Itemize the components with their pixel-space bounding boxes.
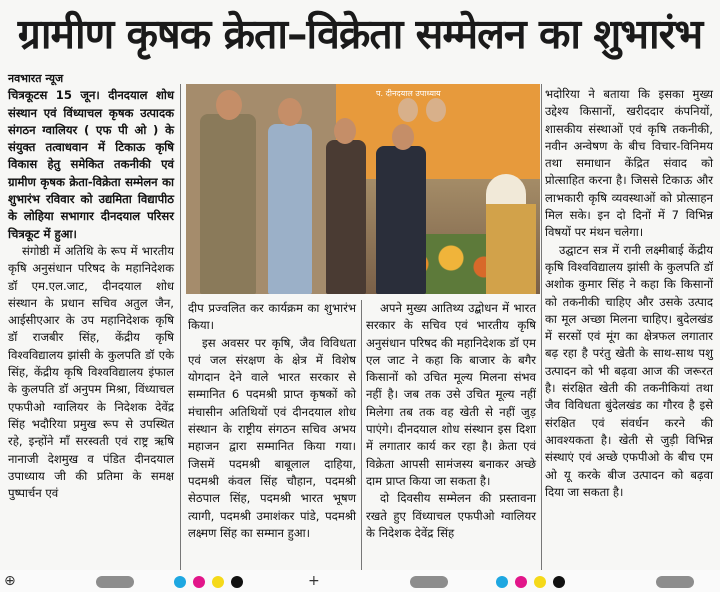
- registration-mark-icon: ⊕: [4, 573, 16, 589]
- portrait-icon: [426, 98, 446, 122]
- column-2-para-2: इस अवसर पर कृषि, जैव विविधता एवं जल संरक्षण के क्षेत्र में विशेष योगदान देने वाले भारत सरकार से सम्मानित 6 पदमश्री प्राप्त कृषकों को मंचासीन अतिथियों एवं दीनदयाल शोध संस्थान के राष्ट्रीय संगठन सचिव अभय महाजन द्वारा सम्मानित किया गया। जिसमें पदमश्री बाबूलाल दाहिया, पदमश्री कंवल सिंह चौहान, पदमश्री सेठपाल सिंह, पदमश्री भारत भूषण त्यागी, पदमश्री उमाशंकर पांडे, पदमश्री लक्ष्मण सिंह का सम्मान हुआ।: [188, 335, 356, 540]
- article-column-1: [8, 70, 174, 570]
- photo-banner-text: प. दीनदयाल उपाध्याय: [376, 89, 441, 98]
- event-photo: [186, 84, 540, 294]
- lamp-stand: [486, 204, 536, 294]
- person-figure: [268, 124, 312, 294]
- cyan-swatch: [174, 576, 186, 588]
- column-1-body: संगोष्ठी में अतिथि के रूप में भारतीय कृषि अनुसंधान परिषद के महानिदेशक डॉ एम.एल.जाट, दीनदयाल शोध संस्थान के प्रधान सचिव अतुल जैन, आईसीएआर के उप महानिदेशक कृषि डॉ राजबीर सिंह, केंद्रीय कृषि विश्वविद्यालय झांसी के कुलपति डॉ एके सिंह, केंद्रीय कृषि विश्वविद्यालय इंफाल के कुलपति डॉ अनुपम मिश्रा, विंध्याचल एफपीओ ग्वालियर के निदेशक देवेंद्र सिंह भदौरिया प्रमुख रूप से उपस्थित रहे, इन्होंने माँ सरस्वती एवं राष्ट्र ऋषि नानाजी देशमुख व पंडित दीनदयाल उपाध्याय जी की प्रतिमा के समक्ष पुष्पार्चन एवं: [8, 243, 174, 501]
- article-column-2: [188, 300, 356, 570]
- byline: नवभारत न्यूज: [8, 72, 64, 85]
- person-head: [216, 90, 242, 120]
- person-head: [334, 118, 356, 144]
- person-head: [392, 124, 414, 150]
- column-3-para-1: अपने मुख्य आतिथ्य उद्बोधन में भारत सरकार के सचिव एवं भारतीय कृषि अनुसंधान परिषद की महानिदेशक डॉ एम एल जाट ने कहा कि बाजार के बगैर किसानों को उचित मूल्य मिलना संभव नहीं है। जब तक उसे उचित मूल्य नहीं मिलेगा तब तक वह खेती से नहीं जुड़ पाएंगे। दीनदयाल शोध संस्थान इस दिशा में लगातार कार्य कर रहा है। क्रेता एवं विक्रेता आपसी सामंजस्य बनाकर अच्छे दाम प्राप्त किया जा सकता है।: [366, 301, 536, 488]
- article-column-4: [545, 86, 713, 570]
- gray-swatch: [96, 576, 134, 588]
- article-column-3: [366, 300, 536, 570]
- black-swatch: [231, 576, 243, 588]
- yellow-swatch: [534, 576, 546, 588]
- column-divider: [541, 84, 542, 570]
- column-divider: [180, 84, 181, 570]
- column-divider: [361, 300, 362, 570]
- portrait-icon: [398, 98, 418, 122]
- column-2-para-1: दीप प्रज्वलित कर कार्यक्रम का शुभारंभ किया।: [188, 301, 356, 333]
- column-4-para-1: भदोरिया ने बताया कि इसका मुख्य उद्देश्य किसानों, खरीददार कंपनियों, शासकीय संस्थाओं एवं कृषि तकनीकी, नवीन अन्वेषण के बीच विचार-विनिमय तथा समाधान केंद्रित संवाद को प्रोत्साहित करना है। जिससे टिकाऊ और लाभकारी कृषि व्यवस्थाओं को प्रोत्साहन मिल सके। इन दो दिनों में 7 विभिन्न विषयों पर मंथन चलेगा।: [545, 87, 713, 240]
- column-3-para-2: दो दिवसीय सम्मेलन की प्रस्तावना रखते हुए विंध्याचल एफपीओ ग्वालियर के निदेशक देवेंद्र सिंह: [366, 491, 536, 540]
- headline: ग्रामीण कृषक क्रेता–विक्रेता सम्मेलन का शुभारंभ: [17, 10, 703, 58]
- person-figure: [200, 114, 256, 294]
- magenta-swatch: [193, 576, 205, 588]
- gray-swatch: [410, 576, 448, 588]
- person-head: [278, 98, 302, 126]
- person-figure: [326, 140, 366, 294]
- crosshair-icon: +: [308, 573, 320, 589]
- print-registration-strip: [0, 570, 720, 592]
- cyan-swatch: [496, 576, 508, 588]
- magenta-swatch: [515, 576, 527, 588]
- lead-paragraph: चित्रकूटस 15 जून। दीनदयाल शोध संस्थान एवं विंध्याचल कृषक उत्पादक संगठन ग्वालियर ( एफ पी ओ ) के संयुक्त तत्वाधवान में टिकाऊ कृषि विकास हेतु समेकित तकनीकी एवं ग्रामीण कृषक क्रेता-विक्रेता सम्मेलन का शुभारंभ रविवार को उद्यमिता विद्यापीठ के लोहिया सभागार दीनदयाल परिसर चित्रकूट में हुआ।: [8, 88, 174, 241]
- yellow-swatch: [212, 576, 224, 588]
- gray-swatch: [656, 576, 694, 588]
- black-swatch: [553, 576, 565, 588]
- person-figure: [376, 146, 426, 294]
- column-4-para-2: उद्घाटन सत्र में रानी लक्ष्मीबाई केंद्रीय कृषि विश्वविद्यालय झांसी के कुलपति डॉ अशोक कुमार सिंह ने कहा कि किसानों को तकनीकी चाहिए और उसके उत्पाद का मूल अच्छा मिलना चाहिए। बुदेलखंड में सरसों एवं मूंग का क्षेत्रफल लगातार बढ़ रहा है परंतु खेती के साथ-साथ पशु उत्पादन को भी बढ़वा आज की जरूरत है। संरक्षित खेती की तकनीकियां तथा जैव विविधता बुंदेलखंड का गौरव है इसे संरक्षित एवं संवर्धन करने की आवश्यकता है। खेती से जुड़ी विभिन्न संस्थाएं एवं अच्छे एफपीओ के बीच एम ओ यू करके बीज उत्पादन को बढ़वा दिया जा सकता है।: [545, 242, 713, 499]
